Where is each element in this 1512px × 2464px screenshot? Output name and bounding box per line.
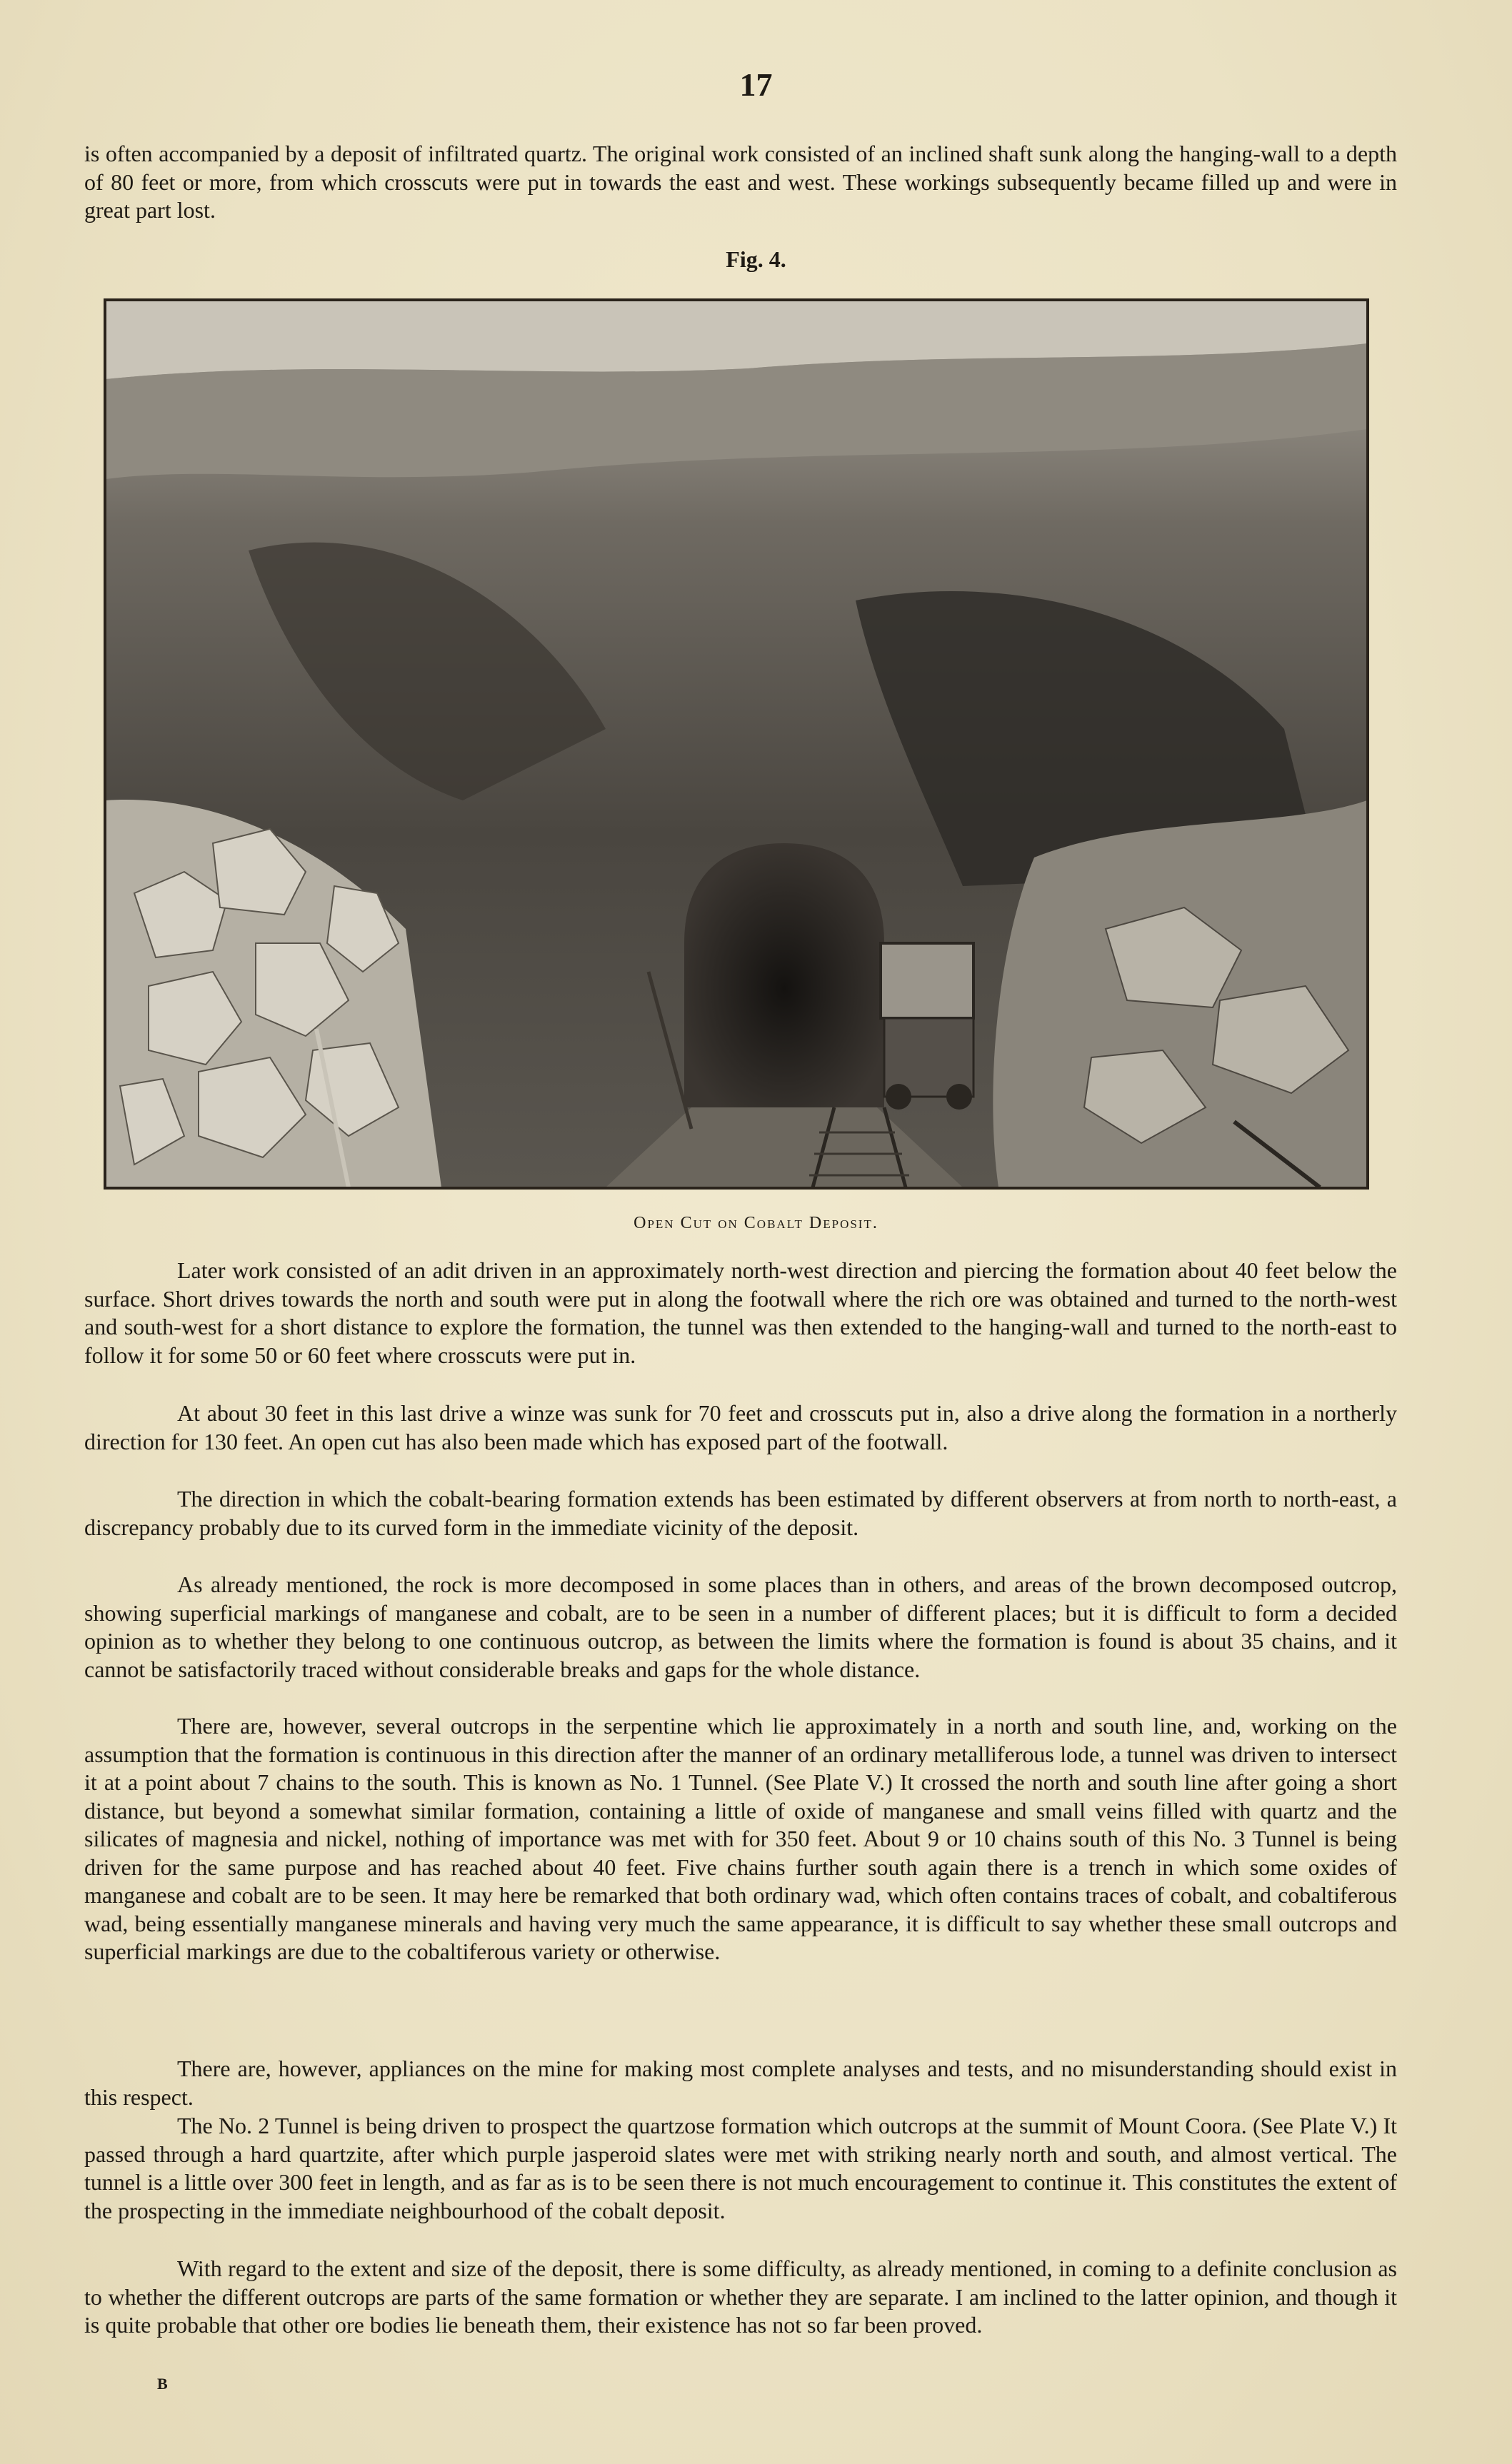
paragraph-3: The direction in which the cobalt-bearing formation extends has been estimated by different observers at from north to north-east, a discrepancy probably due to its curved form in the immediate vicinity of the deposit. xyxy=(84,1486,1397,1540)
figure-caption: Open Cut on Cobalt Deposit. xyxy=(634,1214,878,1232)
paragraph-6: There are, however, appliances on the mine for making most complete analyses and tests, and no misunderstanding should exist in this respect. xyxy=(84,2056,1397,2110)
figure-label: Fig. 4. xyxy=(726,246,786,272)
signature-mark: B xyxy=(157,2375,168,2393)
paragraph-5: There are, however, several outcrops in the serpentine which lie approximately in a north and south line, and, working on the assumption that the formation is continuous in this direction after the manner of an ordinary metalliferous lode, a tunnel was driven to intersect it at a point about 7 chains to the south. This is known as No. 1 Tunnel. (See Plate V.) It crossed the north and south line after going a short distance, but beyond a somewhat similar formation, containing a little of oxide of manganese and small veins filled with quartz and the silicates of magnesia and nickel, nothing of importance was met with for 350 feet. About 9 or 10 chains south of this No. 3 Tunnel is being driven for the same purpose and has reached about 40 feet. Five chains further south again there is a trench in which some oxides of manganese and cobalt are to be seen. It may here be remarked that both ordinary wad, which often contains traces of cobalt, and cobaltiferous wad, being essentially manganese minerals and having very much the same appearance, it is difficult to say whether these small outcrops and superficial markings are due to the cobaltiferous variety or otherwise. xyxy=(84,1713,1397,1964)
open-cut-photo-illustration xyxy=(106,301,1367,1187)
paragraph-7: The No. 2 Tunnel is being driven to prospect the quartzose formation which outcrops at the summit of Mount Coora. (See Plate V.) It passed through a hard quartzite, after which purple jasperoid slates were met with striking nearly north and south, and almost vertical. The tunnel is a little over 300 feet in length, and as far as is to be seen there is not much encouragement to continue it. This constitutes the extent of the prospecting in the immediate neighbourhood of the cobalt deposit. xyxy=(84,2113,1397,2223)
figure-photograph xyxy=(104,298,1369,1190)
paragraph-2: At about 30 feet in this last drive a winze was sunk for 70 feet and crosscuts put in, also a drive along the formation in a northerly direction for 130 feet. An open cut has also been made which has exposed part of the footwall. xyxy=(84,1400,1397,1454)
intro-paragraph: is often accompanied by a deposit of infiltrated quartz. The original work consisted of an inclined shaft sunk along the hanging-wall to a depth of 80 feet or more, from which crosscuts were put in towards the east and west. These workings subsequently became filled up and were in great part lost. xyxy=(84,141,1397,223)
paragraph-1: Later work consisted of an adit driven in an approximately north-west direction and piercing the formation about 40 feet below the surface. Short drives towards the north and south were put in along the footwall where the rich ore was obtained and turned to the north-west and south-west for a short distance to explore the formation, the tunnel was then extended to the hanging-wall and turned to the north-east to follow it for some 50 or 60 feet where crosscuts were put in. xyxy=(84,1257,1397,1368)
page-number: 17 xyxy=(739,66,773,103)
paragraph-4: As already mentioned, the rock is more decomposed in some places than in others, and areas of the brown decomposed outcrop, showing superficial markings of manganese and cobalt, are to be seen in a number of different places; but it is difficult to form a decided opinion as to whether they belong to one continuous outcrop, as between the limits where the formation is found is about 35 chains, and it cannot be satisfactorily traced without considerable breaks and gaps for the whole distance. xyxy=(84,1572,1397,1682)
paragraph-8: With regard to the extent and size of the deposit, there is some difficulty, as already mentioned, in coming to a definite conclusion as to whether the different outcrops are parts of the same formation or whether they are separate. I am inclined to the latter opinion, and though it is quite probable that other ore bodies lie beneath them, their existence has not so far been proved. xyxy=(84,2256,1397,2338)
mine-truck-illustration xyxy=(881,943,973,1110)
